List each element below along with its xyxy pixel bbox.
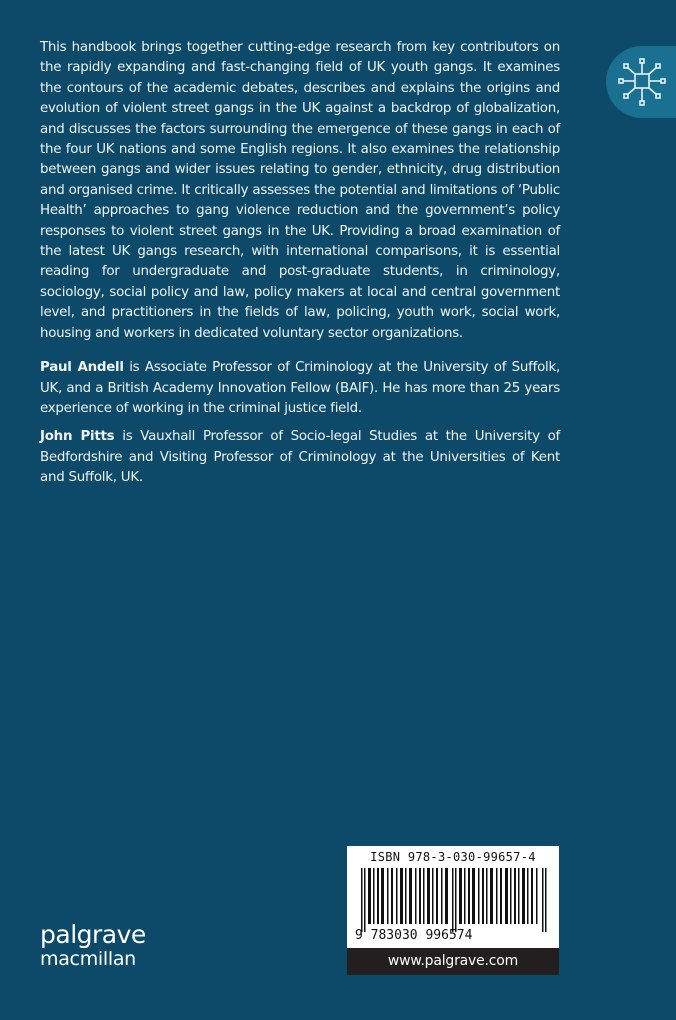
isbn-barcode: [347, 846, 559, 948]
barcode-bars-icon: [361, 868, 547, 932]
isbn-label: ISBN 978-3-030-99657-4: [370, 850, 536, 864]
author-bio-john-pitts: [40, 427, 560, 488]
publisher-logo-line2: macmillan: [40, 948, 136, 970]
description-paragraph: This handbook brings together cutting-edge research from key contributors on the rapidly expanding and fast-changing field of UK youth gangs. It examines the contours of the academic debates, describes and explains the origins and evolution of violent street gangs in the UK against a backdrop of globalization, and discusses the factors surrounding the emergence of these gangs in each of the four UK nations and some English regions. It also examines the relationship between gangs and wider issues relating to gender, ethnicity, drug distribution and organised crime. It critically assesses the potential and limitations of ‘Public Health’ approaches to gang violence reduction and the government’s policy responses to violent street gangs in the UK. Providing a broad examination of the latest UK gangs research, with international comparisons, it is essential reading for undergraduate and post-graduate students, in criminology, sociology, social policy and law, policy makers at local and central government level, and practitioners in the fields of law, policing, youth work, social work, housing and workers in dedicated voluntary sector organizations.: [40, 40, 560, 341]
publisher-logo-line1: palgrave: [40, 920, 146, 949]
author-bio-paul-andell: [40, 358, 560, 419]
author-name: Paul Andell: [40, 360, 124, 376]
circuit-node-icon: [616, 54, 670, 110]
publisher-url: www.palgrave.com: [347, 948, 559, 975]
author-bio-text: is Vauxhall Professor of Socio-legal Studies at the University of Bedfordshire and Visiting Professor of Criminology at the Universities of Kent and Suffolk, UK.: [40, 429, 560, 486]
publisher-logo: [40, 920, 146, 970]
author-name: John Pitts: [40, 429, 115, 445]
blurb-text-block: [40, 38, 560, 489]
subject-badge: [606, 46, 676, 118]
barcode-digits: 9 783030 996574: [355, 928, 473, 943]
author-bio-text: is Associate Professor of Criminology at the University of Suffolk, UK, and a British Academy Innovation Fellow (BAIF). He has more than 25 years experience of working in the criminal justice field.: [40, 360, 560, 416]
